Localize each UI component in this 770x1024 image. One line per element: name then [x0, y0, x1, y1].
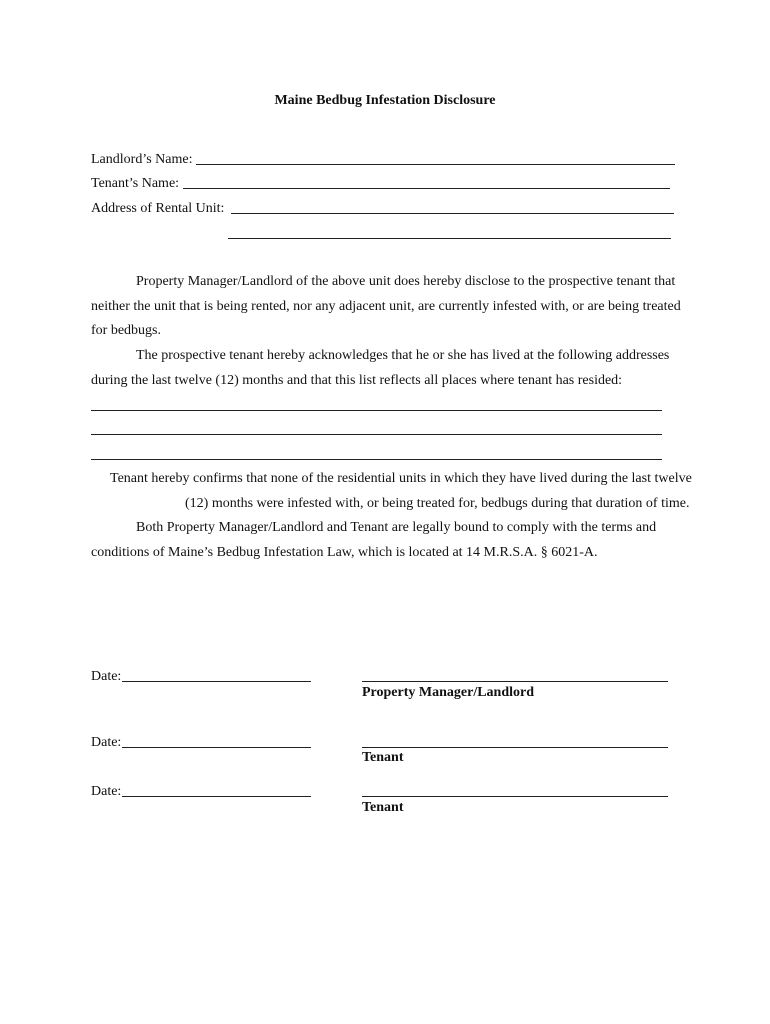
landlord-signer-label: Property Manager/Landlord	[362, 685, 535, 700]
date-label-2: Date:	[91, 735, 122, 750]
date-label-3: Date:	[91, 784, 122, 799]
disclosure-text-line3: for bedbugs.	[91, 323, 161, 338]
date-field-1[interactable]	[122, 681, 311, 682]
date-label-1: Date:	[91, 669, 122, 684]
landlord-name-field[interactable]	[196, 164, 675, 165]
prior-address-field-3[interactable]	[91, 459, 662, 460]
rental-address-label: Address of Rental Unit:	[91, 201, 225, 216]
document-title: Maine Bedbug Infestation Disclosure	[274, 93, 496, 108]
disclosure-text-line2: neither the unit that is being rented, nor any adjacent unit, are currently infested with, or are being treated	[91, 299, 681, 314]
tenant-signer-label-2: Tenant	[362, 800, 404, 815]
disclosure-text-line1: Property Manager/Landlord of the above unit does hereby disclose to the prospective tenant that	[136, 274, 676, 289]
rental-address-field-line1[interactable]	[231, 213, 674, 214]
date-field-2[interactable]	[122, 747, 311, 748]
tenant-name-field[interactable]	[183, 188, 670, 189]
confirm-text-line1: Tenant hereby confirms that none of the residential units in which they have lived during the last twelve	[110, 471, 692, 486]
date-field-3[interactable]	[122, 796, 311, 797]
acknowledge-text-line1: The prospective tenant hereby acknowledges that he or she has lived at the following addresses	[136, 348, 670, 363]
tenant-signature-field-1[interactable]	[362, 747, 668, 748]
bound-text-line1: Both Property Manager/Landlord and Tenant are legally bound to comply with the terms and	[136, 520, 657, 535]
confirm-text-line2: (12) months were infested with, or being treated for, bedbugs during that duration of time.	[185, 496, 690, 511]
tenant-signer-label-1: Tenant	[362, 750, 404, 765]
prior-address-field-1[interactable]	[91, 410, 662, 411]
acknowledge-text-line2: during the last twelve (12) months and that this list reflects all places where tenant has resided:	[91, 373, 623, 388]
tenant-signature-field-2[interactable]	[362, 796, 668, 797]
rental-address-field-line2[interactable]	[228, 238, 671, 239]
landlord-name-label: Landlord’s Name:	[91, 152, 193, 167]
landlord-signature-field[interactable]	[362, 681, 668, 682]
bound-text-line2: conditions of Maine’s Bedbug Infestation Law, which is located at 14 M.R.S.A. § 6021-A.	[91, 545, 598, 560]
prior-address-field-2[interactable]	[91, 434, 662, 435]
tenant-name-label: Tenant’s Name:	[91, 176, 180, 191]
